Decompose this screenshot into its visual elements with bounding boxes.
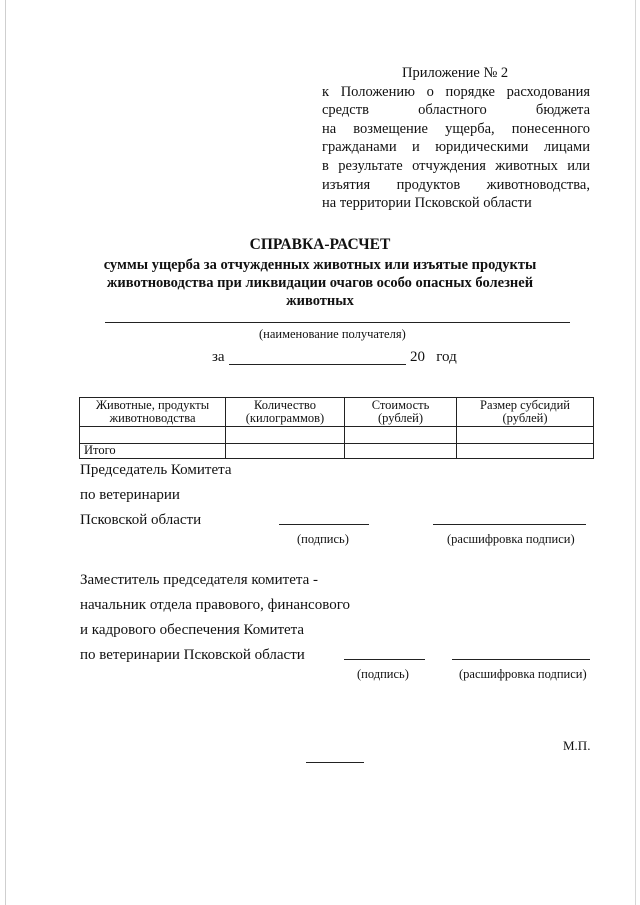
table-cell[interactable] [345,444,457,459]
document-title: СПРАВКА-РАСЧЕТ [249,236,391,253]
appendix-line: на возмещение ущерба, понесенного [322,120,590,137]
appendix-line: в результате отчуждения животных или [322,157,590,174]
appendix-line: изъятия продуктов животноводства, [322,176,590,193]
total-label: Итого [80,444,226,459]
calculation-table [79,397,594,459]
scan-edge-right [635,0,636,905]
period-year: 20 год [410,349,457,365]
header-quantity: Количество (килограммов) [226,398,345,427]
table-cell[interactable] [345,427,457,444]
table-cell[interactable] [80,427,226,444]
signatory1-line: Псковской области [80,512,202,528]
signatory1-decode-line[interactable] [433,524,586,525]
signatory2-signature-line[interactable] [344,659,425,660]
signatory2-title [80,568,350,668]
signatory2-decode-caption: (расшифровка подписи) [459,667,587,681]
table-row [80,427,594,444]
table-total-row [80,444,594,459]
signatory1-line: по ветеринарии [80,487,180,503]
signatory2-line: и кадрового обеспечения Комитета [80,622,305,638]
appendix-line: к Положению о порядке расходования [322,83,590,100]
signatory2-signature-caption: (подпись) [357,667,409,681]
scan-edge-left [5,0,6,905]
period-prefix: за [212,349,225,365]
signatory2-decode-line[interactable] [452,659,590,660]
appendix-line: средств областного бюджета [322,102,590,119]
header-animals: Животные, продукты животноводства [80,398,226,427]
signatory2-line: по ветеринарии Псковской области [80,647,305,663]
signatory1-line: Председатель Комитета [80,462,232,478]
header-subsidy: Размер субсидий (рублей) [457,398,594,427]
signatory1-decode-caption: (расшифровка подписи) [447,532,575,546]
table-cell[interactable] [226,444,345,459]
table-header-row [80,398,594,427]
stamp-place: М.П. [563,738,591,753]
appendix-block [322,64,590,213]
period-line[interactable] [229,364,406,365]
table-cell[interactable] [226,427,345,444]
signatory2-line: Заместитель председателя комитета - [80,572,319,588]
signatory1-signature-line[interactable] [279,524,369,525]
signatory1-signature-caption: (подпись) [297,532,349,546]
signatory1-title [80,458,232,533]
appendix-number: Приложение № 2 [402,65,509,81]
recipient-caption: (наименование получателя) [259,327,406,341]
signatory2-line: начальник отдела правового, финансового [80,597,350,613]
document-subtitle: суммы ущерба за отчужденных животных или изъятые продукты животноводства при ликвидации очагов особо опасных болезней животных [103,257,537,309]
appendix-line: гражданами и юридическими лицами [322,139,590,156]
appendix-line: на территории Псковской области [322,195,532,212]
table-cell[interactable] [457,444,594,459]
footer-rule [306,762,364,763]
header-cost: Стоимость (рублей) [345,398,457,427]
table-cell[interactable] [457,427,594,444]
recipient-line[interactable] [105,322,570,323]
